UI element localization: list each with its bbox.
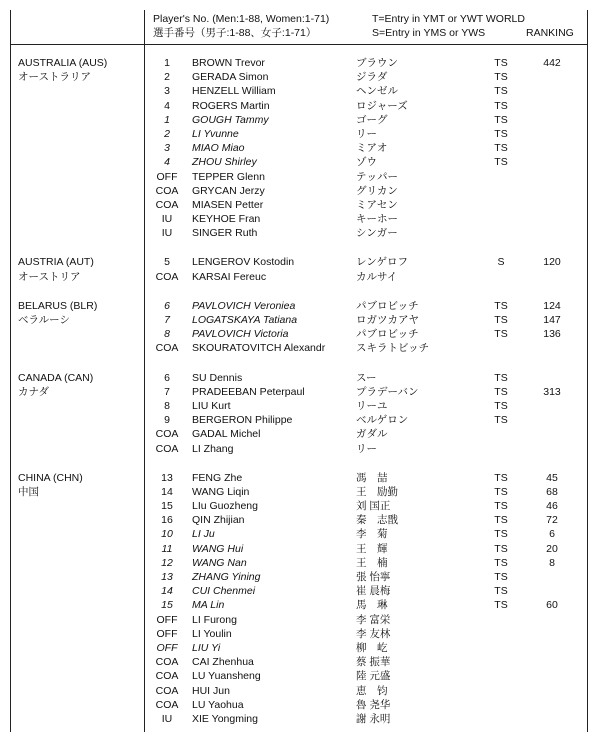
player-name: QIN Zhijian [192,514,245,527]
ranking-value: 20 [546,542,558,555]
player-name-jp: ミアセン [356,198,398,211]
ranking-value: 136 [543,328,561,341]
player-number: 15 [161,599,173,612]
player-name: BROWN Trevor [192,57,265,69]
player-name-jp: ゴーグ [356,113,388,126]
entry-code: TS [494,514,508,527]
player-name-jp: 刘 国正 [356,500,391,513]
header-players-no-jp: 選手番号（男子:1-88、女子:1-71） [153,27,317,39]
player-name: MIAO Miao [192,142,245,155]
player-number: 5 [164,256,170,269]
player-name: LOGATSKAYA Tatiana [192,314,298,326]
player-name-jp: リーユ [356,399,388,412]
entry-code: TS [494,99,508,112]
player-number: 16 [161,514,173,527]
player-number: IU [161,227,173,240]
player-name: PAVLOVICH Veroniea [192,299,296,312]
player-name-jp: 陸 元盛 [356,670,391,683]
player-name-jp: 蔡 振華 [356,656,391,669]
player-row [10,627,588,641]
player-number: IU [161,712,173,725]
player-name: LI Furong [192,613,237,626]
player-name-jp: ロガツカアヤ [356,314,419,326]
player-row [10,327,588,341]
player-name-jp: プラデーバン [356,385,419,398]
player-name: LI Zhang [192,442,234,455]
player-name: SKOURATOVITCH Alexandr [192,342,326,355]
player-name: LENGEROV Kostodin [192,256,295,269]
player-name-jp: 秦 志戬 [356,514,398,527]
player-row [10,655,588,669]
player-row [10,84,588,98]
entry-code: TS [494,156,508,169]
player-name: MIASEN Petter [192,198,264,211]
player-name-jp: ブラウン [356,57,398,69]
country-group [10,299,588,356]
player-name-jp: 謝 永明 [356,712,391,725]
player-name: GRYCAN Jerzy [192,184,265,197]
entry-code: TS [494,414,508,427]
player-row [10,570,588,584]
player-row [10,485,588,499]
player-name-jp: ミアオ [356,142,388,155]
player-name: KARSAI Fereuc [192,270,267,283]
player-name: PAVLOVICH Victoria [192,328,289,341]
ranking-value: 60 [546,599,558,612]
player-name-jp: スー [356,371,377,384]
player-number: COA [155,342,179,355]
player-name-jp: 李 友林 [356,627,391,640]
player-number: OFF [156,170,178,183]
country-group [10,371,588,456]
player-name: ROGERS Martin [192,99,270,112]
player-number: OFF [156,627,178,640]
player-row [10,226,588,240]
player-name-jp: リー [356,442,377,455]
country-name-jp: カナダ [18,385,49,398]
player-number: COA [155,656,179,669]
player-name-jp: パブロビッチ [356,328,419,341]
player-name: WANG Nan [192,556,247,569]
ranking-value: 68 [546,485,558,498]
player-name: CAI Zhenhua [192,656,254,669]
player-name-jp: パブロビッチ [356,299,419,312]
player-number: COA [155,184,179,197]
player-number: COA [155,684,179,697]
player-number: COA [155,428,179,441]
player-name: PRADEEBAN Peterpaul [192,385,305,398]
player-row [10,712,588,726]
player-number: 7 [164,385,170,398]
player-row [10,113,588,127]
player-name-jp: レンゲロフ [356,256,409,269]
player-name-jp: ガダル [356,428,388,441]
player-name: LU Yuansheng [192,670,261,683]
player-number: 12 [161,556,173,569]
player-row [10,127,588,141]
player-name: ZHOU Shirley [192,156,257,169]
table-body [10,56,588,741]
player-name-jp: 馮 喆 [356,471,388,484]
entry-code: TS [494,85,508,98]
player-name-jp: ロジャーズ [356,99,408,112]
player-name: LI Youlin [192,627,232,640]
player-name-jp: 王 楠 [356,556,388,569]
player-name-jp: シンガー [356,227,398,240]
entry-code: TS [494,71,508,84]
entry-code: TS [494,471,508,484]
player-number: 4 [164,156,170,169]
player-name-jp: テッパー [356,170,398,183]
player-name: SINGER Ruth [192,227,258,240]
player-name: LIU Yi [192,641,221,654]
entry-code: TS [494,299,508,312]
player-name: MA Lin [192,599,225,612]
player-name: LU Yaohua [192,698,244,711]
player-row [10,70,588,84]
player-row [10,270,588,284]
entry-code: S [497,256,505,269]
player-row [10,513,588,527]
header-entry-s: S=Entry in YMS or YWS [372,27,486,39]
player-name: CUI Chenmei [192,585,256,598]
player-name: GERADA Simon [192,71,269,84]
player-row [10,442,588,456]
player-number: 7 [164,314,170,326]
player-name-jp: カルサイ [356,270,398,283]
player-name-jp: ジラダ [356,71,388,84]
player-name: BERGERON Philippe [192,414,293,427]
player-name: HENZELL William [192,85,276,98]
country-name-jp: オーストリア [18,270,81,283]
country-name-jp: 中国 [18,485,39,498]
entry-code: TS [494,127,508,140]
country-group [10,56,588,240]
country-name-en: AUSTRALIA (AUS) [18,57,108,69]
entry-code: TS [494,371,508,384]
player-row [10,669,588,683]
entry-code: TS [494,142,508,155]
player-row [10,184,588,198]
player-number: COA [155,198,179,211]
player-name: FENG Zhe [192,471,243,484]
player-row [10,698,588,712]
player-number: 14 [161,485,173,498]
player-row [10,542,588,556]
player-row [10,556,588,570]
player-name-jp: 魯 尧华 [356,698,391,711]
entry-code: TS [494,556,508,569]
player-name-jp: ゾウ [356,156,377,169]
player-name-jp: ベルゲロン [356,414,409,427]
player-row [10,598,588,612]
player-name-jp: 恵 钧 [356,684,388,697]
entry-code: TS [494,57,508,69]
player-number: 2 [164,71,170,84]
ranking-value: 124 [543,299,561,312]
player-name-jp: ヘンゼル [356,85,398,98]
ranking-value: 120 [543,256,561,269]
player-number: COA [155,698,179,711]
player-name: HUI Jun [192,684,230,697]
roster-table [10,10,588,732]
player-row [10,141,588,155]
player-number: 3 [164,85,170,98]
player-name-jp: 王 輝 [356,542,388,555]
player-name: GOUGH Tammy [192,113,269,126]
player-number: 1 [164,113,170,126]
player-name: TEPPER Glenn [192,170,265,183]
player-row [10,471,588,485]
player-number: 10 [161,528,173,541]
player-row [10,56,588,70]
country-group [10,471,588,726]
ranking-value: 72 [546,514,558,527]
player-name-jp: 王 励勤 [356,485,398,498]
country-name-en: CANADA (CAN) [18,371,94,384]
country-group [10,255,588,283]
player-number: 14 [161,585,173,598]
player-row [10,170,588,184]
player-row [10,212,588,226]
player-name-jp: 柳 屹 [356,641,388,654]
player-number: COA [155,670,179,683]
player-number: COA [155,442,179,455]
player-number: 6 [164,371,170,384]
player-number: 13 [161,571,173,583]
player-number: 11 [161,542,173,555]
player-name: LIU Kurt [192,399,231,412]
player-row [10,313,588,327]
player-number: COA [155,270,179,283]
player-row [10,613,588,627]
player-row [10,499,588,513]
player-row [10,155,588,169]
entry-code: TS [494,385,508,398]
header-ranking: RANKING [526,27,574,39]
player-row [10,299,588,313]
player-row [10,255,588,269]
player-number: OFF [156,613,178,626]
player-number: 9 [164,414,170,427]
entry-code: TS [494,599,508,612]
entry-code: TS [494,500,508,513]
entry-code: TS [494,485,508,498]
player-name-jp: 馬 琳 [356,599,388,612]
player-number: 2 [164,127,170,140]
entry-code: TS [494,571,508,583]
player-name-jp: 李 富栄 [356,613,391,626]
ranking-value: 45 [546,471,558,484]
player-name: LIu Guozheng [192,500,258,513]
ranking-value: 147 [543,314,561,326]
player-number: 1 [164,57,170,69]
ranking-value: 442 [543,57,561,69]
entry-code: TS [494,314,508,326]
player-row [10,684,588,698]
country-name-jp: ベラルーシ [18,314,70,327]
entry-code: TS [494,113,508,126]
ranking-value: 6 [549,528,555,541]
country-name-en: CHINA (CHN) [18,471,83,484]
player-row [10,99,588,113]
player-number: 6 [164,299,170,312]
player-row [10,413,588,427]
entry-code: TS [494,585,508,598]
player-name: SU Dennis [192,371,243,384]
player-row [10,341,588,355]
header-divider [10,44,588,45]
player-name: WANG Liqin [192,485,250,498]
ranking-value: 46 [546,500,558,513]
player-name-jp: キーホー [356,213,398,226]
player-name: KEYHOE Fran [192,213,261,226]
player-number: 3 [164,142,170,155]
player-row [10,399,588,413]
entry-code: TS [494,528,508,541]
player-name-jp: リー [356,127,377,140]
entry-code: TS [494,328,508,341]
player-name: GADAL Michel [192,428,261,441]
header-players-no-en: Player's No. (Men:1-88, Women:1-71) [153,13,330,25]
country-name-en: BELARUS (BLR) [18,299,98,312]
player-name-jp: 崔 晨梅 [356,585,391,598]
player-row [10,385,588,399]
player-name: XIE Yongming [192,712,258,725]
player-number: 8 [164,399,170,412]
player-name: LI Ju [192,528,215,541]
player-row [10,527,588,541]
player-row [10,427,588,441]
header-entry-t: T=Entry in YMT or YWT WORLD [372,13,525,25]
player-name-jp: スキラトビッチ [356,342,430,355]
player-number: 8 [164,328,170,341]
entry-code: TS [494,399,508,412]
country-name-en: AUSTRIA (AUT) [18,256,94,269]
player-row [10,371,588,385]
player-name-jp: 張 怡寧 [356,571,391,583]
player-row [10,641,588,655]
player-name: LI Yvunne [192,127,239,140]
player-number: 15 [161,500,173,513]
ranking-value: 8 [549,556,555,569]
entry-code: TS [494,542,508,555]
player-name-jp: グリカン [356,184,398,197]
player-number: 13 [161,471,173,484]
player-name-jp: 李 菊 [356,528,388,541]
player-name: ZHANG Yining [192,571,261,583]
ranking-value: 313 [543,385,561,398]
player-number: IU [161,213,173,226]
player-number: 4 [164,99,170,112]
player-name: WANG Hui [192,542,244,555]
player-row [10,584,588,598]
player-number: OFF [156,641,178,654]
player-row [10,198,588,212]
country-name-jp: オーストラリア [18,71,91,84]
